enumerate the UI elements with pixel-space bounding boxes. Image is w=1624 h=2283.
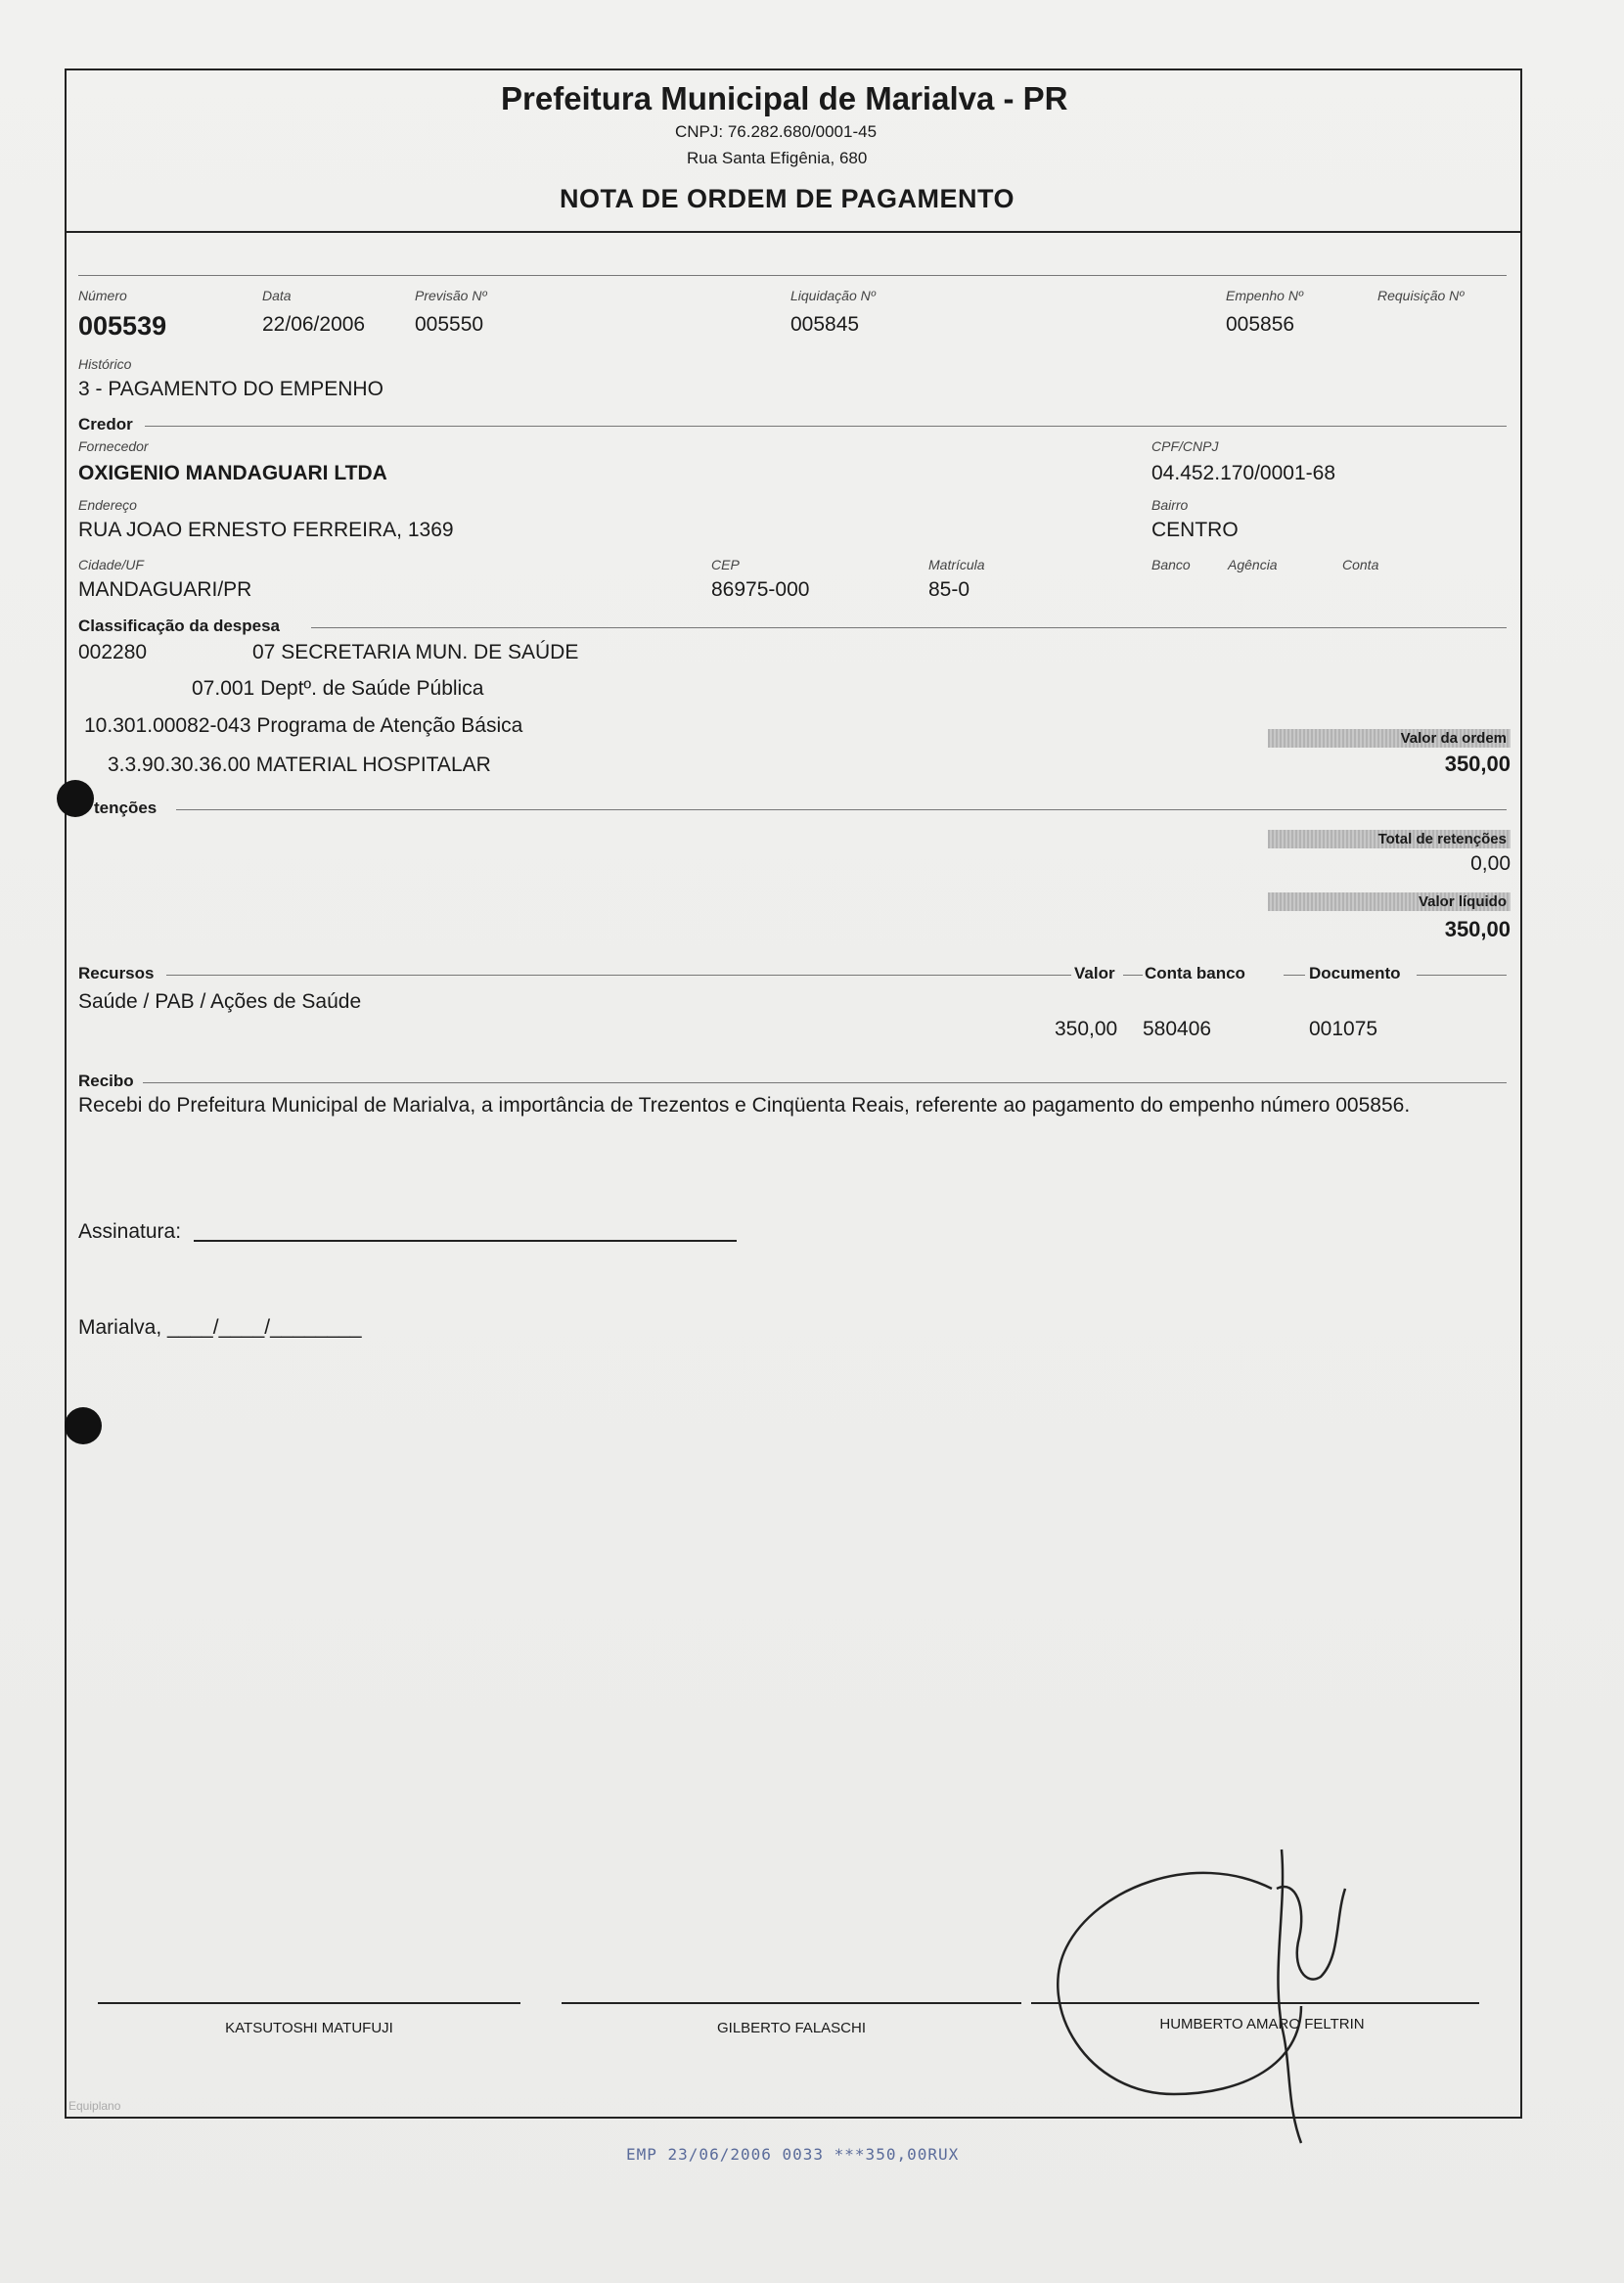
handwritten-signature-icon — [1047, 1830, 1370, 2153]
historico-label: Histórico — [78, 356, 132, 372]
banco-label: Banco — [1151, 557, 1191, 572]
liquidacao-value: 005845 — [790, 313, 860, 336]
endereco-value: RUA JOAO ERNESTO FERREIRA, 1369 — [78, 519, 454, 541]
recursos-sep-3 — [1417, 975, 1507, 976]
recursos-line — [166, 975, 1071, 976]
punch-hole-mark-2 — [65, 1407, 102, 1444]
classificacao-section: Classificação da despesa — [78, 616, 281, 635]
classificacao-code: 002280 — [78, 641, 148, 663]
fornecedor-label: Fornecedor — [78, 438, 149, 454]
classificacao-line — [311, 627, 1507, 628]
local-data-label: Marialva, ____/____/________ — [78, 1316, 362, 1339]
elemento-despesa: 3.3.90.30.36.00 MATERIAL HOSPITALAR — [108, 753, 491, 776]
signatory-3: HUMBERTO AMARO FELTRIN — [1159, 2016, 1365, 2032]
programa: 10.301.00082-043 Programa de Atenção Básica — [84, 714, 523, 737]
agencia-label: Agência — [1228, 557, 1278, 572]
cidade-label: Cidade/UF — [78, 557, 144, 572]
empenho-value: 005856 — [1226, 313, 1295, 336]
assinatura-line — [194, 1240, 737, 1242]
cidade-value: MANDAGUARI/PR — [78, 578, 252, 601]
recursos-sep-2 — [1284, 975, 1305, 976]
matricula-value: 85-0 — [928, 578, 970, 601]
endereco-label: Endereço — [78, 497, 137, 513]
data-label: Data — [262, 288, 292, 303]
numero-label: Número — [78, 288, 127, 303]
municipality-title: Prefeitura Municipal de Marialva - PR — [501, 80, 1068, 116]
credor-line — [145, 426, 1507, 427]
departamento: 07.001 Deptº. de Saúde Pública — [192, 677, 484, 700]
recursos-descricao: Saúde / PAB / Ações de Saúde — [78, 990, 362, 1013]
ids-top-line — [78, 275, 1507, 276]
valor-liquido-label: Valor líquido — [1268, 892, 1511, 911]
numero-value: 005539 — [78, 311, 167, 341]
previsao-label: Previsão Nº — [415, 288, 487, 303]
recursos-valor: 350,00 — [1055, 1018, 1118, 1040]
cpf-label: CPF/CNPJ — [1151, 438, 1219, 454]
liquidacao-label: Liquidação Nº — [790, 288, 876, 303]
bairro-label: Bairro — [1151, 497, 1189, 513]
matricula-label: Matrícula — [928, 557, 985, 572]
recursos-sep-1 — [1123, 975, 1143, 976]
previsao-value: 005550 — [415, 313, 484, 336]
assinatura-label: Assinatura: — [78, 1220, 182, 1243]
empenho-label: Empenho Nº — [1226, 288, 1304, 303]
data-value: 22/06/2006 — [262, 313, 366, 336]
valor-ordem-label: Valor da ordem — [1268, 729, 1511, 748]
signature-line-1 — [98, 2002, 520, 2004]
valor-liquido-value: 350,00 — [1444, 917, 1511, 941]
signatory-1: KATSUTOSHI MATUFUJI — [225, 2020, 393, 2036]
document-title: NOTA DE ORDEM DE PAGAMENTO — [560, 184, 1015, 213]
recursos-conta: 580406 — [1143, 1018, 1212, 1040]
retencoes-line — [176, 809, 1507, 810]
historico-value: 3 - PAGAMENTO DO EMPENHO — [78, 378, 383, 400]
signature-line-2 — [562, 2002, 1021, 2004]
cpf-value: 04.452.170/0001-68 — [1151, 462, 1336, 484]
total-retencoes-value: 0,00 — [1470, 852, 1511, 875]
retencoes-section: tenções — [94, 799, 158, 817]
requisicao-label: Requisição Nº — [1377, 288, 1465, 303]
recibo-line — [143, 1082, 1507, 1083]
recursos-documento: 001075 — [1309, 1018, 1378, 1040]
header-divider — [65, 231, 1522, 233]
recibo-text: Recebi do Prefeitura Municipal de Marialva, a importância de Trezentos e Cinqüenta Reais, referente ao pagamento do empenho número 005856. — [78, 1094, 1411, 1117]
fornecedor-value: OXIGENIO MANDAGUARI LTDA — [78, 462, 387, 484]
recibo-section: Recibo — [78, 1072, 134, 1090]
conta-label: Conta — [1342, 557, 1379, 572]
recursos-conta-label: Conta banco — [1145, 964, 1245, 982]
secretaria: 07 SECRETARIA MUN. DE SAÚDE — [252, 641, 579, 663]
recursos-section: Recursos — [78, 964, 155, 982]
signatory-2: GILBERTO FALASCHI — [717, 2020, 866, 2036]
mechanical-stamp: EMP 23/06/2006 0033 ***350,00RUX — [626, 2145, 960, 2164]
address: Rua Santa Efigênia, 680 — [687, 149, 868, 167]
recursos-documento-label: Documento — [1309, 964, 1401, 982]
cep-label: CEP — [711, 557, 740, 572]
valor-ordem-value: 350,00 — [1444, 752, 1511, 776]
cep-value: 86975-000 — [711, 578, 810, 601]
cnpj: CNPJ: 76.282.680/0001-45 — [675, 122, 878, 141]
recursos-valor-label: Valor — [1074, 964, 1115, 982]
bairro-value: CENTRO — [1151, 519, 1239, 541]
software-brand: Equiplano — [68, 2099, 121, 2113]
credor-section: Credor — [78, 415, 133, 434]
total-retencoes-label: Total de retenções — [1268, 830, 1511, 848]
punch-hole-mark — [57, 780, 94, 817]
